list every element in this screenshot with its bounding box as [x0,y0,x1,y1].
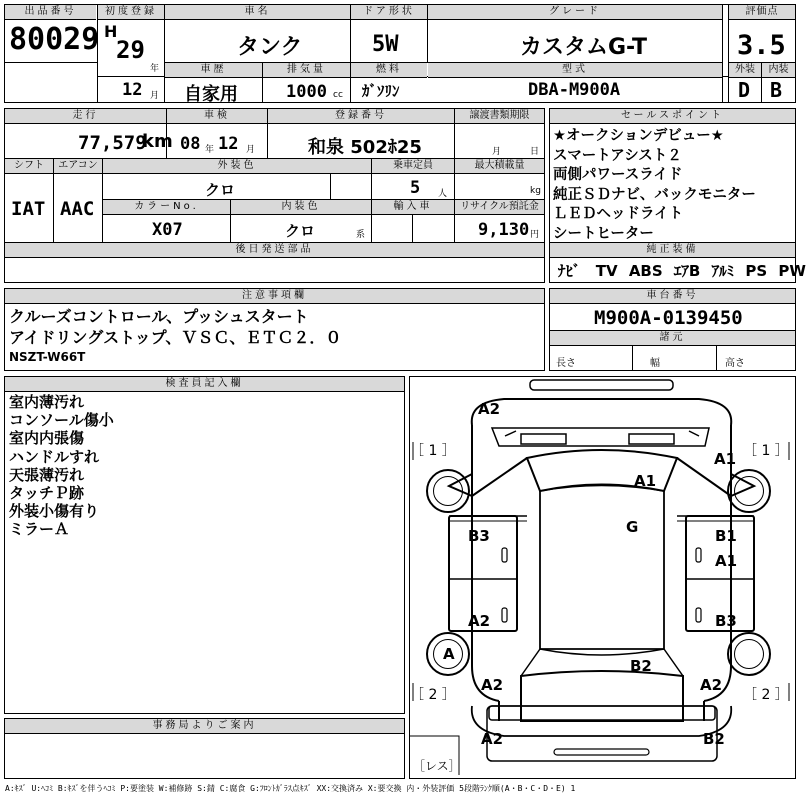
capacity-label: 乗車定員 [372,159,454,174]
first-reg-year: 29 [116,36,145,64]
shift: IAT [11,198,46,220]
max-load-unit: kg [530,186,541,196]
transfer-month-unit: 月 [492,147,502,157]
legend: A:ｷｽﾞ U:ﾍｺﾐ B:ｷｽﾞを伴うﾍｺﾐ P:要塗装 W:補修跡 S:錆 C:腐食 G:ﾌﾛﾝﾄｶﾞﾗｽ点ｷｽﾞ XX:交換済み X:要交換 内・外装評価 5段階ﾗﾝｸ順(A・B・C・D・E) 1 [5,784,576,793]
tire-tread-label: ［ 1 ］ [410,443,456,459]
lot-number: 80029 [9,22,100,57]
history-label: 車歴 [165,63,262,78]
notes-content [9,306,341,367]
equipment-item: PW [778,262,806,280]
note-line: アイドリングストップ、ＶＳＣ、ＥＴＣ２．０ [9,328,342,347]
fuel: ｶﾞｿﾘﾝ [362,82,400,100]
length-label: 長さ [556,358,576,369]
transfer-day-unit: 日 [530,147,540,157]
equipment-list [558,260,806,281]
tire-tread-label: ［ 1 ］ [743,443,789,459]
later-parts-label: 後日発送部品 [5,243,544,258]
era: H [104,22,118,41]
model: DBA-M900A [528,80,621,100]
equipment-item: ｴｱB [673,262,701,280]
width-label: 幅 [650,358,660,369]
damage-label: A [443,645,455,663]
plate-label: 登録番号 [268,109,454,124]
dims-label: 諸元 [550,331,795,346]
chassis-number: M900A-0139450 [594,307,743,329]
damage-label: B3 [468,527,490,545]
mileage-label: 走行 [5,109,166,124]
ext-grade-label: 外装 [729,63,761,78]
inspection-month-unit: 月 [246,145,256,155]
color-label: 外装色 [103,159,371,174]
damage-label: A1 [634,472,657,490]
inspector-notes [9,393,114,539]
car-name: タンク [237,35,303,60]
equipment-item: ｱﾙﾐ [711,262,735,280]
damage-label: A2 [481,676,504,694]
max-load-label: 最大積載量 [455,159,544,174]
door-label: ドア形状 [351,5,427,20]
score: 3.5 [737,30,786,61]
interior-color: クロ [285,222,316,240]
inspector-line: ハンドルすれ [9,447,100,466]
int-grade: B [770,78,783,102]
equipment-item: PS [745,262,768,280]
inspection-label: 車検 [167,109,267,124]
int-grade-label: 内装 [762,63,795,78]
damage-label: A2 [700,676,723,694]
sales-point-item: 両側パワースライド [553,167,683,183]
transfer-label: 譲渡書類期限 [455,109,544,124]
first-reg-month: 12 [122,80,143,100]
shift-label: シフト [5,159,53,174]
inspector-line: ミラーＡ [9,520,70,539]
grade: カスタムG-T [520,35,647,60]
recycle-unit: 円 [530,230,540,240]
sales-point-item: 純正ＳＤナビ、バックモニター [553,186,756,203]
damage-label: G [626,518,639,536]
history: 自家用 [184,84,238,105]
inspector-label: 検査員記入欄 [5,377,404,392]
notes-label: 注意事項欄 [5,289,544,304]
damage-label: A2 [478,400,501,418]
sales-point-item: ★オークションデビュー★ [553,128,724,144]
displacement-unit: cc [333,90,343,100]
ac: AAC [60,198,95,220]
color: クロ [205,181,236,199]
sales-point-item: ＬＥＤヘッドライト [553,206,684,222]
inspection-year-unit: 年 [205,145,215,155]
plate-number: 和泉 502ﾎ25 [308,137,422,158]
year-unit: 年 [150,64,160,74]
displacement: 1000 [286,82,327,102]
car-outline-diagram [409,376,796,779]
ext-grade: D [738,78,751,102]
inspector-line: 天張薄汚れ [9,465,85,484]
tire-tread-label: ［ 2 ］ [410,687,456,703]
model-label: 型式 [428,63,722,78]
color-no: X07 [152,220,183,240]
damage-label: B2 [630,657,652,675]
grade-label: グレード [428,5,722,20]
note-line: クルーズコントロール、プッシュスタート [9,307,309,326]
damage-label: A2 [468,612,491,630]
tire-front-right-inner-icon [734,476,764,506]
mileage-unit: km [142,131,173,152]
damage-label: A2 [481,730,504,748]
import-label: 輸入車 [372,200,454,215]
inspector-line: タッチＰ跡 [9,484,85,503]
interior-color-unit: 系 [356,230,366,240]
capacity-unit: 人 [438,189,448,199]
fuel-label: 燃料 [351,63,427,78]
door-type: 5W [372,32,399,57]
equipment-item: ﾅﾋﾞ [558,262,581,280]
damage-label: A1 [715,552,738,570]
spare-tire-label: ［レス］ [413,759,461,773]
height-label: 高さ [725,358,745,369]
color-no-label: カラーNo. [103,200,230,215]
month-unit: 月 [150,91,160,101]
capacity: 5 [410,178,421,198]
inspector-line: コンソール傷小 [9,411,114,430]
inspector-line: 室内薄汚れ [9,393,85,411]
equipment-item: ABS [628,262,663,280]
lot-number-label: 出品番号 [5,5,96,20]
inspection-year: 08 [180,134,201,154]
damage-label: B3 [715,612,737,630]
ac-label: エアコン [54,159,102,174]
sales-points-list [553,127,756,244]
tire-front-left-inner-icon [433,476,463,506]
equipment-item: TV [595,262,618,280]
first-reg-label: 初度登録 [98,5,164,20]
displacement-label: 排気量 [263,63,350,78]
damage-label: B2 [703,730,725,748]
recycle-fee: 9,130 [478,220,530,240]
office-label: 事務局よりご案内 [5,719,404,734]
car-name-label: 車名 [165,5,350,20]
inspector-line: 外装小傷有り [9,502,100,521]
damage-label: A1 [714,450,737,468]
sales-point-item: シートヒーター [553,225,654,242]
inspector-line: 室内内張傷 [9,429,85,448]
inspection-month: 12 [218,134,239,154]
sales-point-item: スマートアシスト２ [553,147,682,164]
equipment-label: 純正装備 [550,243,795,258]
sales-points-label: セールスポイント [550,109,795,124]
recycle-label: リサイクル預託金 [455,200,544,215]
chassis-label: 車台番号 [550,289,795,304]
damage-label: B1 [715,527,737,545]
tire-rear-right-inner-icon [734,639,764,669]
score-label: 評価点 [729,5,795,20]
interior-color-label: 内装色 [231,200,371,215]
mileage: 77,579 [78,132,147,154]
note-line: NSZT-W66T [9,350,86,364]
tire-tread-label: ［ 2 ］ [743,687,789,703]
